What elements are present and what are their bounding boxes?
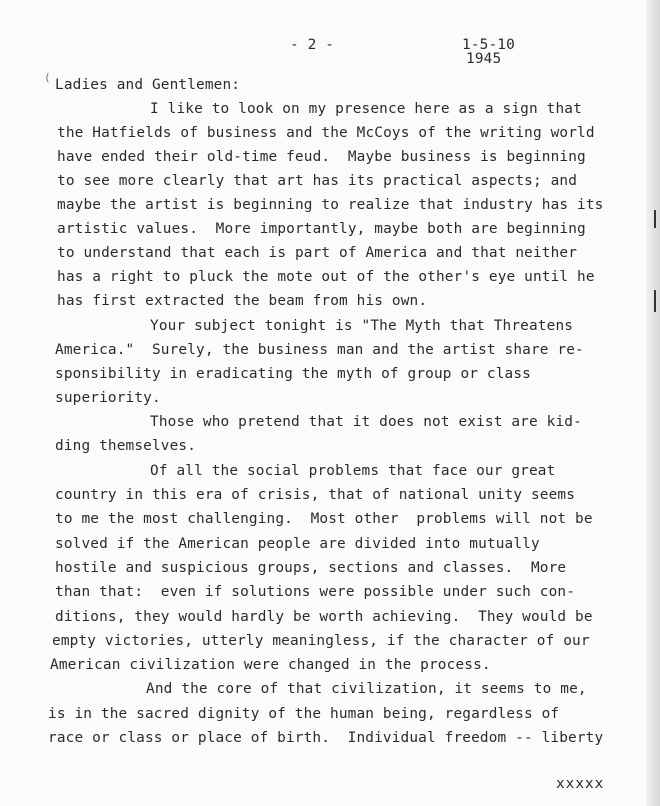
edge-tick xyxy=(654,210,656,228)
year: 1945 xyxy=(466,51,502,67)
text-line: Of all the social problems that face our great xyxy=(150,463,556,479)
text-line: the Hatfields of business and the McCoys of the writing world xyxy=(57,125,595,141)
text-line: American civilization were changed in the process. xyxy=(50,657,491,673)
text-line: ding themselves. xyxy=(55,438,197,454)
text-line: sponsibility in eradicating the myth of group or class xyxy=(55,366,531,382)
text-line: to understand that each is part of America and that neither xyxy=(57,245,578,261)
text-line: has a right to pluck the mote out of the other's eye until he xyxy=(57,269,595,285)
text-line: race or class or place of birth. Individual freedom -- liberty xyxy=(48,730,604,746)
reference-code: 1-5-10 xyxy=(462,37,515,53)
text-line: to see more clearly that art has its practical aspects; and xyxy=(57,173,578,189)
margin-mark: ( xyxy=(44,71,51,84)
text-line: artistic values. More importantly, maybe both are beginning xyxy=(57,221,586,237)
text-line: ditions, they would hardly be worth achieving. They would be xyxy=(55,609,593,625)
text-line: America." Surely, the business man and the artist share re- xyxy=(55,342,584,358)
text-line: has first extracted the beam from his own. xyxy=(57,293,428,309)
continuation-mark: xxxxx xyxy=(556,776,605,792)
text-line: superiority. xyxy=(55,390,161,406)
text-line: And the core of that civilization, it seems to me, xyxy=(146,681,587,697)
text-line: Your subject tonight is "The Myth that Threatens xyxy=(150,318,574,334)
text-line: to me the most challenging. Most other problems will not be xyxy=(55,511,593,527)
page-number: - 2 - xyxy=(290,37,335,53)
text-line: than that: even if solutions were possible under such con- xyxy=(55,584,576,600)
text-line: country in this era of crisis, that of national unity seems xyxy=(55,487,576,503)
text-line: Those who pretend that it does not exist are kid- xyxy=(150,414,582,430)
text-line: solved if the American people are divided into mutually xyxy=(55,536,540,552)
text-line: is in the sacred dignity of the human being, regardless of xyxy=(48,706,560,722)
text-line: maybe the artist is beginning to realize that industry has its xyxy=(57,197,604,213)
salutation: Ladies and Gentlemen: xyxy=(55,77,241,93)
edge-tick xyxy=(654,290,656,312)
text-line: empty victories, utterly meaningless, if the character of our xyxy=(52,633,590,649)
text-line: hostile and suspicious groups, sections and classes. More xyxy=(55,560,567,576)
text-line: have ended their old-time feud. Maybe business is beginning xyxy=(57,149,586,165)
page-edge-shadow xyxy=(646,0,660,806)
text-line: I like to look on my presence here as a sign that xyxy=(150,101,582,117)
